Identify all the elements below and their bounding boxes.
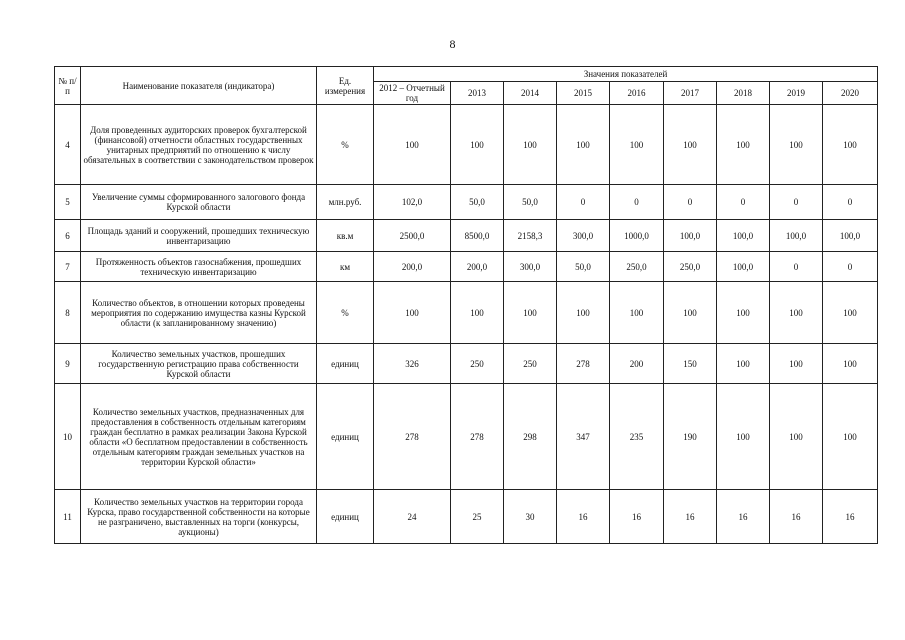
value-cell: 100 — [717, 105, 770, 185]
value-cell: 278 — [557, 344, 610, 384]
value-cell: 100 — [610, 282, 664, 344]
value-cell: 2500,0 — [374, 220, 451, 252]
value-cell: 200 — [610, 344, 664, 384]
value-cell: 100,0 — [717, 220, 770, 252]
indicator-name: Количество земельных участков, прошедших государственную регистрацию права собственности Курской области — [81, 344, 317, 384]
value-cell: 100 — [451, 282, 504, 344]
row-number: 7 — [55, 252, 81, 282]
value-cell: 200,0 — [374, 252, 451, 282]
page-number: 8 — [449, 37, 456, 51]
year-header: 2012 – Отчетный год — [374, 82, 451, 105]
value-cell: 278 — [374, 384, 451, 490]
value-cell: 100,0 — [664, 220, 717, 252]
value-cell: 0 — [717, 185, 770, 220]
year-header: 2020 — [823, 82, 878, 105]
value-cell: 16 — [557, 490, 610, 544]
indicator-name: Доля проведенных аудиторских проверок бухгалтерской (финансовой) отчетности областных государственных унитарных предприятий по отношению к числу обязательных в соответствии с законодательством проверок — [81, 105, 317, 185]
value-cell: 1000,0 — [610, 220, 664, 252]
value-cell: 100 — [504, 105, 557, 185]
unit-cell: единиц — [317, 490, 374, 544]
value-cell: 30 — [504, 490, 557, 544]
value-cell: 326 — [374, 344, 451, 384]
value-cell: 16 — [770, 490, 823, 544]
value-cell: 100,0 — [823, 220, 878, 252]
value-cell: 102,0 — [374, 185, 451, 220]
value-cell: 100 — [717, 384, 770, 490]
value-cell: 200,0 — [451, 252, 504, 282]
year-header: 2019 — [770, 82, 823, 105]
year-header: 2018 — [717, 82, 770, 105]
row-number: 6 — [55, 220, 81, 252]
value-cell: 250 — [451, 344, 504, 384]
indicator-name: Количество объектов, в отношении которых проведены мероприятия по содержанию имущества казны Курской области (к запланированному значению) — [81, 282, 317, 344]
value-cell: 0 — [664, 185, 717, 220]
value-cell: 190 — [664, 384, 717, 490]
value-cell: 278 — [451, 384, 504, 490]
year-header: 2015 — [557, 82, 610, 105]
value-cell: 16 — [610, 490, 664, 544]
indicator-name: Площадь зданий и сооружений, прошедших техническую инвентаризацию — [81, 220, 317, 252]
value-cell: 100,0 — [770, 220, 823, 252]
value-cell: 100,0 — [717, 252, 770, 282]
unit-cell: кв.м — [317, 220, 374, 252]
value-cell: 16 — [717, 490, 770, 544]
table-row — [55, 490, 878, 544]
value-cell: 2158,3 — [504, 220, 557, 252]
value-cell: 100 — [770, 344, 823, 384]
value-cell: 16 — [823, 490, 878, 544]
row-number: 9 — [55, 344, 81, 384]
table-row — [55, 252, 878, 282]
value-cell: 298 — [504, 384, 557, 490]
indicator-name: Количество земельных участков на территории города Курска, право государственной собственности на которые не разграничено, выставленных на торги (конкурсы, аукционы) — [81, 490, 317, 544]
unit-cell: % — [317, 282, 374, 344]
indicator-name: Увеличение суммы сформированного залогового фонда Курской области — [81, 185, 317, 220]
row-number: 8 — [55, 282, 81, 344]
value-cell: 0 — [770, 185, 823, 220]
value-cell: 24 — [374, 490, 451, 544]
indicators-table — [54, 66, 878, 544]
value-cell: 300,0 — [557, 220, 610, 252]
value-cell: 0 — [770, 252, 823, 282]
value-cell: 347 — [557, 384, 610, 490]
value-cell: 100 — [664, 105, 717, 185]
value-cell: 50,0 — [504, 185, 557, 220]
unit-cell: % — [317, 105, 374, 185]
value-cell: 100 — [770, 105, 823, 185]
year-header: 2017 — [664, 82, 717, 105]
num-column-header: № п/п — [55, 67, 81, 105]
unit-column-header: Ед. измерения — [317, 67, 374, 105]
table-row — [55, 105, 878, 185]
value-cell: 250,0 — [610, 252, 664, 282]
unit-cell: млн.руб. — [317, 185, 374, 220]
unit-cell: км — [317, 252, 374, 282]
row-number: 5 — [55, 185, 81, 220]
year-header: 2013 — [451, 82, 504, 105]
indicator-name: Количество земельных участков, предназначенных для предоставления в собственность отдельным категориям граждан бесплатно в рамках реализации Закона Курской области «О бесплатном предоставлении в собственность отдельным категориям граждан земельных участков на территории Курской области» — [81, 384, 317, 490]
table-row — [55, 344, 878, 384]
value-cell: 100 — [504, 282, 557, 344]
value-cell: 8500,0 — [451, 220, 504, 252]
value-cell: 100 — [717, 282, 770, 344]
value-cell: 250,0 — [664, 252, 717, 282]
value-cell: 100 — [374, 105, 451, 185]
value-cell: 0 — [557, 185, 610, 220]
table-row — [55, 220, 878, 252]
unit-cell: единиц — [317, 344, 374, 384]
unit-cell: единиц — [317, 384, 374, 490]
value-cell: 0 — [610, 185, 664, 220]
value-cell: 0 — [823, 252, 878, 282]
value-cell: 0 — [823, 185, 878, 220]
value-cell: 100 — [610, 105, 664, 185]
value-cell: 100 — [664, 282, 717, 344]
value-cell: 100 — [823, 384, 878, 490]
value-cell: 100 — [557, 282, 610, 344]
year-header: 2016 — [610, 82, 664, 105]
value-cell: 100 — [557, 105, 610, 185]
value-cell: 50,0 — [557, 252, 610, 282]
table-row — [55, 282, 878, 344]
values-group-header: Значения показателей — [374, 67, 878, 82]
value-cell: 16 — [664, 490, 717, 544]
row-number: 10 — [55, 384, 81, 490]
value-cell: 100 — [770, 384, 823, 490]
value-cell: 100 — [770, 282, 823, 344]
value-cell: 150 — [664, 344, 717, 384]
value-cell: 100 — [823, 344, 878, 384]
value-cell: 235 — [610, 384, 664, 490]
value-cell: 100 — [451, 105, 504, 185]
year-header: 2014 — [504, 82, 557, 105]
value-cell: 100 — [823, 282, 878, 344]
row-number: 11 — [55, 490, 81, 544]
value-cell: 25 — [451, 490, 504, 544]
table-row — [55, 185, 878, 220]
value-cell: 50,0 — [451, 185, 504, 220]
name-column-header: Наименование показателя (индикатора) — [81, 67, 317, 105]
indicator-name: Протяженность объектов газоснабжения, прошедших техническую инвентаризацию — [81, 252, 317, 282]
value-cell: 250 — [504, 344, 557, 384]
value-cell: 300,0 — [504, 252, 557, 282]
row-number: 4 — [55, 105, 81, 185]
value-cell: 100 — [717, 344, 770, 384]
value-cell: 100 — [823, 105, 878, 185]
table-row — [55, 384, 878, 490]
value-cell: 100 — [374, 282, 451, 344]
